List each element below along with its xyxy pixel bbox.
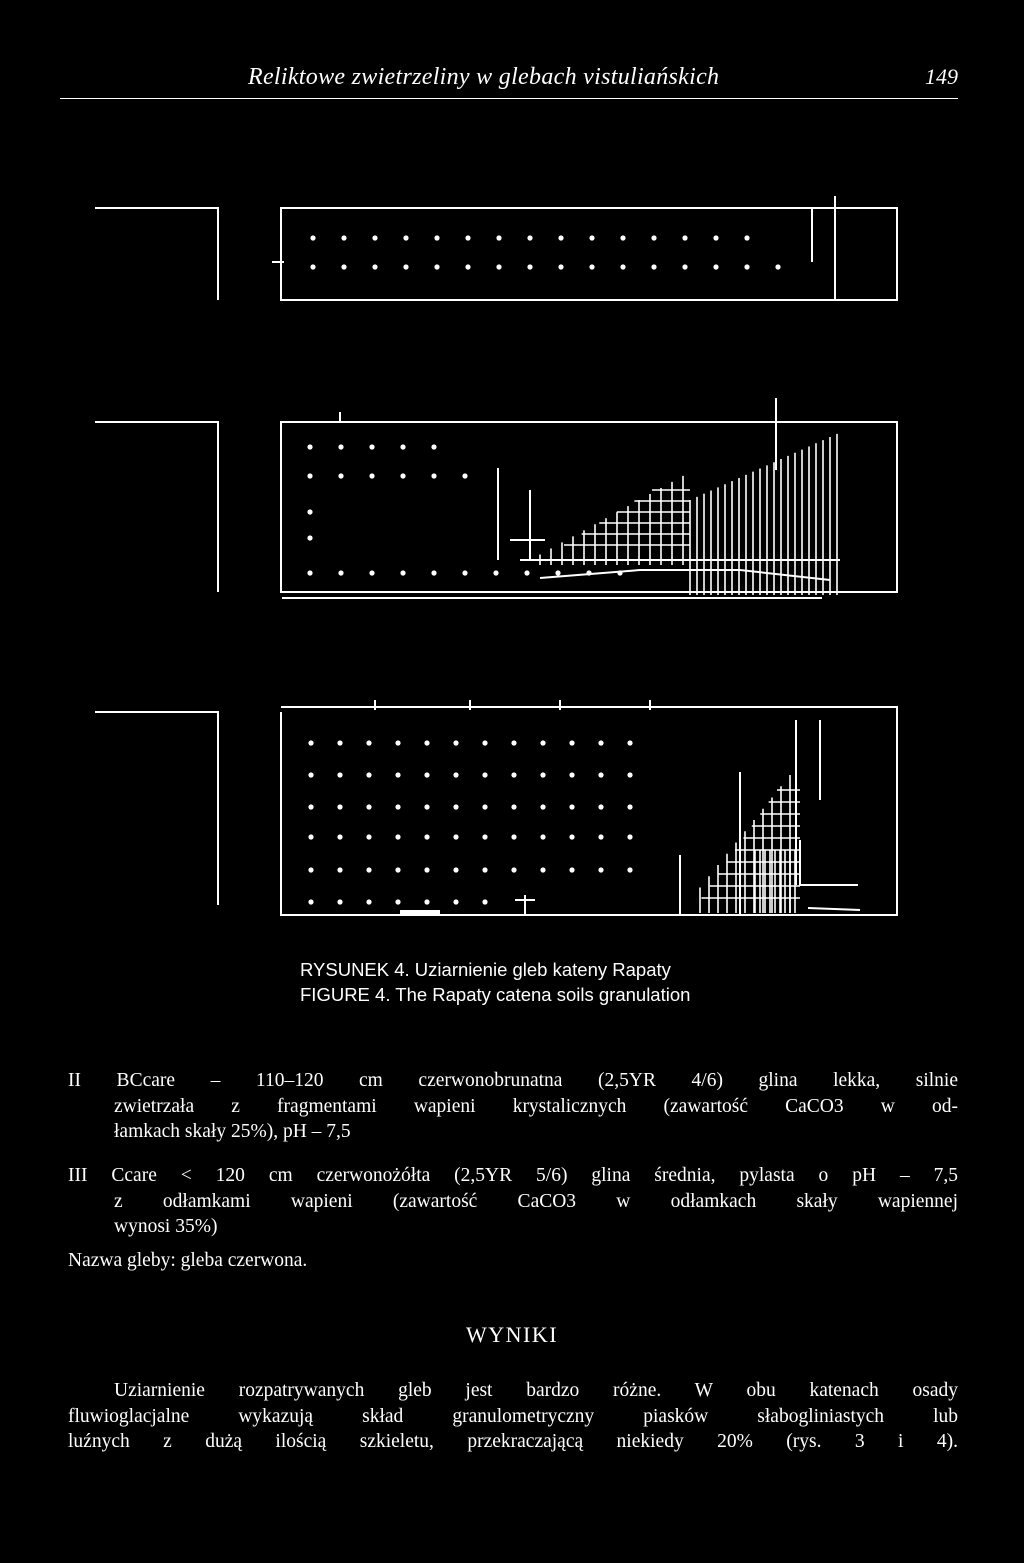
- profile-outline-left: [95, 712, 218, 905]
- profile-panel-3: [95, 700, 897, 915]
- sand-dot: [627, 772, 632, 777]
- text-line: luźnych z dużą ilością szkieletu, przekraczającą niekiedy 20% (rys. 3 i 4).: [68, 1431, 958, 1452]
- running-title: Reliktowe zwietrzeliny w glebach vistuliańskich: [248, 64, 720, 90]
- sand-dot: [337, 834, 342, 839]
- sand-dot: [341, 264, 346, 269]
- sand-dot: [598, 834, 603, 839]
- sand-dot: [424, 740, 429, 745]
- sand-dot: [395, 772, 400, 777]
- sand-dot: [462, 570, 467, 575]
- sand-dot: [617, 570, 622, 575]
- sand-dot: [511, 772, 516, 777]
- sand-dot: [540, 740, 545, 745]
- sand-dot: [338, 444, 343, 449]
- sand-dot: [395, 834, 400, 839]
- sand-dot: [453, 772, 458, 777]
- sand-dot: [366, 740, 371, 745]
- sand-dot: [434, 235, 439, 240]
- sand-dot: [651, 264, 656, 269]
- sand-dot: [424, 772, 429, 777]
- sand-dot: [431, 444, 436, 449]
- sand-dot: [569, 804, 574, 809]
- clay-hatching: [700, 775, 800, 913]
- section-heading: WYNIKI: [465, 1322, 559, 1347]
- sand-dot: [307, 535, 312, 540]
- sand-dot: [366, 899, 371, 904]
- sand-dot: [395, 899, 400, 904]
- profile-box: [281, 208, 897, 300]
- sand-dot: [620, 235, 625, 240]
- sand-dot: [540, 772, 545, 777]
- sand-dot: [338, 473, 343, 478]
- sand-dot: [558, 264, 563, 269]
- sand-dot: [493, 570, 498, 575]
- sand-dot: [431, 473, 436, 478]
- results-paragraph: [68, 1378, 958, 1455]
- figure-caption-pl: RYSUNEK 4. Uziarnienie gleb kateny Rapaty: [300, 959, 671, 980]
- sand-dot: [337, 804, 342, 809]
- sand-dot: [308, 834, 313, 839]
- sand-dot: [395, 867, 400, 872]
- text-line: zwietrzała z fragmentami wapieni krystalicznych (zawartość CaCO3 w od-: [114, 1095, 958, 1117]
- sand-dot: [540, 834, 545, 839]
- sand-dot: [524, 570, 529, 575]
- sand-dot: [627, 804, 632, 809]
- sand-dot: [651, 235, 656, 240]
- text-line: II BCcare – 110–120 cm czerwonobrunatna (2,5YR 4/6) glina lekka, silnie: [68, 1070, 958, 1091]
- sand-dot: [400, 444, 405, 449]
- sand-dot: [589, 235, 594, 240]
- sand-dots: [310, 235, 780, 269]
- sand-dot: [403, 264, 408, 269]
- sand-dot: [372, 235, 377, 240]
- sand-dots: [307, 444, 622, 575]
- profile-panel-2: [95, 398, 897, 598]
- sand-dot: [308, 804, 313, 809]
- sand-dot: [465, 235, 470, 240]
- sand-dot: [511, 867, 516, 872]
- sand-dot: [713, 264, 718, 269]
- sand-dot: [337, 740, 342, 745]
- profile-outline-left: [95, 208, 218, 300]
- text-line: Uziarnienie rozpatrywanych gleb jest bardzo różne. W obu katenach osady: [114, 1380, 958, 1401]
- sand-dot: [307, 444, 312, 449]
- sand-dot: [627, 740, 632, 745]
- sand-dot: [527, 264, 532, 269]
- sand-dot: [569, 740, 574, 745]
- soil-name: [68, 1248, 958, 1274]
- sand-dot: [308, 740, 313, 745]
- horizon-II-description: [68, 1068, 958, 1145]
- sand-dot: [569, 772, 574, 777]
- sand-dot: [558, 235, 563, 240]
- sand-dot: [620, 264, 625, 269]
- sand-dot: [308, 772, 313, 777]
- sand-dot: [369, 570, 374, 575]
- text-line: III Ccare < 120 cm czerwonożółta (2,5YR 5/6) glina średnia, pylasta o pH – 7,5: [68, 1165, 958, 1186]
- sand-dot: [308, 867, 313, 872]
- sand-dot: [775, 264, 780, 269]
- sand-dot: [598, 867, 603, 872]
- sand-dot: [569, 867, 574, 872]
- sand-dot: [682, 264, 687, 269]
- sand-dot: [511, 740, 516, 745]
- sand-dot: [366, 772, 371, 777]
- sand-dot: [307, 570, 312, 575]
- sand-dot: [453, 867, 458, 872]
- sand-dot: [682, 235, 687, 240]
- sand-dot: [744, 235, 749, 240]
- sand-dot: [453, 834, 458, 839]
- sand-dot: [400, 570, 405, 575]
- sand-dot: [462, 473, 467, 478]
- sand-dot: [627, 834, 632, 839]
- sand-dot: [337, 899, 342, 904]
- sand-dot: [310, 264, 315, 269]
- sand-dot: [482, 740, 487, 745]
- sand-dot: [369, 473, 374, 478]
- sand-dot: [400, 473, 405, 478]
- sand-dot: [310, 235, 315, 240]
- sand-dot: [337, 867, 342, 872]
- sand-dot: [424, 804, 429, 809]
- soil-name-text: Nazwa gleby: gleba czerwona.: [68, 1250, 308, 1271]
- sand-dot: [598, 772, 603, 777]
- sand-dots: [308, 740, 632, 904]
- figure-caption-en: FIGURE 4. The Rapaty catena soils granulation: [300, 984, 691, 1005]
- sand-dot: [511, 834, 516, 839]
- profile-outline-left: [95, 422, 218, 592]
- sand-dot: [555, 570, 560, 575]
- sand-dot: [395, 804, 400, 809]
- sand-dot: [403, 235, 408, 240]
- sand-dot: [366, 834, 371, 839]
- horizon-III-description: [68, 1163, 958, 1240]
- sand-dot: [431, 570, 436, 575]
- sand-dot: [496, 235, 501, 240]
- sand-dot: [434, 264, 439, 269]
- sand-dot: [424, 867, 429, 872]
- sand-dot: [482, 867, 487, 872]
- sand-dot: [744, 264, 749, 269]
- sand-dot: [366, 867, 371, 872]
- sand-dot: [369, 444, 374, 449]
- sand-dot: [395, 740, 400, 745]
- sand-dot: [589, 264, 594, 269]
- sand-dot: [465, 264, 470, 269]
- page-number: 149: [925, 64, 958, 89]
- text-line: wynosi 35%): [114, 1216, 218, 1237]
- text-line: fluwioglacjalne wykazują skład granulometryczny piasków słabogliniastych lub: [68, 1405, 958, 1427]
- sand-dot: [598, 804, 603, 809]
- sand-dot: [341, 235, 346, 240]
- sand-dot: [482, 804, 487, 809]
- sand-dot: [627, 867, 632, 872]
- sand-dot: [453, 899, 458, 904]
- sand-dot: [540, 867, 545, 872]
- sand-dot: [424, 834, 429, 839]
- sand-dot: [511, 804, 516, 809]
- sand-dot: [540, 804, 545, 809]
- profile-panel-1: [95, 196, 897, 300]
- sand-dot: [482, 834, 487, 839]
- sand-dot: [598, 740, 603, 745]
- text-line: z odłamkami wapieni (zawartość CaCO3 w odłamkach skały wapiennej: [114, 1190, 958, 1212]
- sand-dot: [569, 834, 574, 839]
- sand-dot: [527, 235, 532, 240]
- sand-dot: [307, 473, 312, 478]
- sand-dot: [482, 899, 487, 904]
- sand-dot: [338, 570, 343, 575]
- sand-dot: [482, 772, 487, 777]
- sand-dot: [496, 264, 501, 269]
- sand-dot: [366, 804, 371, 809]
- sand-dot: [424, 899, 429, 904]
- sand-dot: [308, 899, 313, 904]
- sand-dot: [307, 509, 312, 514]
- sand-dot: [586, 570, 591, 575]
- text-line: łamkach skały 25%), pH – 7,5: [114, 1121, 351, 1142]
- sand-dot: [713, 235, 718, 240]
- sand-dot: [337, 772, 342, 777]
- sand-dot: [453, 804, 458, 809]
- sand-dot: [453, 740, 458, 745]
- sand-dot: [372, 264, 377, 269]
